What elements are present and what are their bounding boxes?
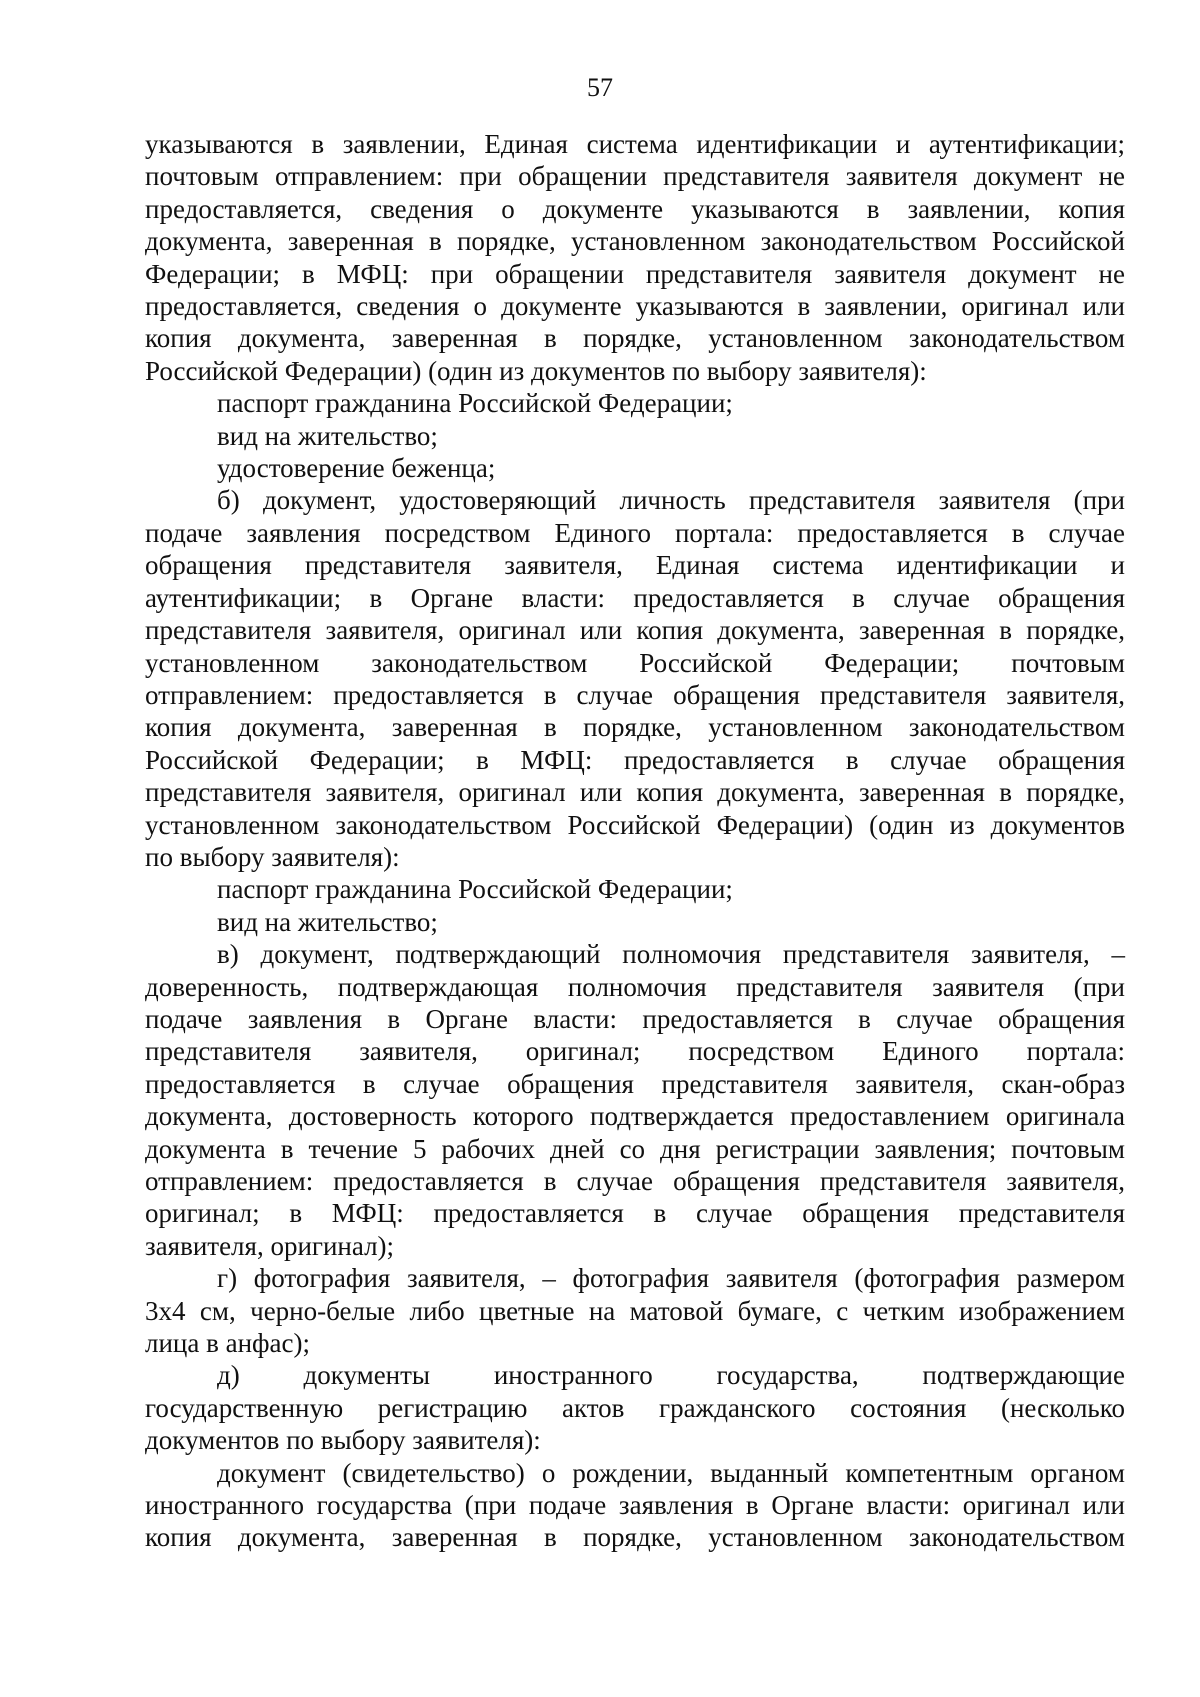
text-line: доверенность, подтверждающая полномочия представителя заявителя (при	[145, 971, 1125, 1002]
page-number: 57	[587, 73, 613, 102]
text-line: 3x4 см, черно-белые либо цветные на матовой бумаге, с четким изображением	[145, 1295, 1125, 1326]
text-line: подаче заявления посредством Единого портала: предоставляется в случае	[145, 517, 1125, 548]
text-line: копия документа, заверенная в порядке, установленном законодательством	[145, 323, 1125, 354]
text-line: заявителя, оригинал);	[145, 1230, 395, 1261]
list-item-line: удостоверение беженца;	[217, 453, 496, 484]
text-line: представителя заявителя, оригинал; посредством Единого портала:	[145, 1036, 1125, 1067]
text-line: подаче заявления в Органе власти: предоставляется в случае обращения	[145, 1003, 1125, 1034]
text-line: обращения представителя заявителя, Единая система идентификации и	[145, 550, 1125, 581]
text-line: оригинал; в МФЦ: предоставляется в случае обращения представителя	[145, 1198, 1125, 1229]
text-line: документов по выбору заявителя):	[145, 1425, 541, 1456]
text-line: представителя заявителя, оригинал или копия документа, заверенная в порядке,	[145, 615, 1125, 646]
list-item-line: паспорт гражданина Российской Федерации;	[217, 874, 733, 905]
list-item-line: паспорт гражданина Российской Федерации;	[217, 388, 733, 419]
text-line: указываются в заявлении, Единая система идентификации и аутентификации;	[145, 129, 1125, 159]
text-line: почтовым отправлением: при обращении представителя заявителя документ не	[145, 161, 1125, 192]
text-line: предоставляется в случае обращения представителя заявителя, скан-образ	[145, 1068, 1125, 1099]
text-line: по выбору заявителя):	[145, 841, 400, 872]
text-line: отправлением: предоставляется в случае обращения представителя заявителя,	[145, 1166, 1125, 1196]
text-line: документа, достоверность которого подтверждается предоставлением оригинала	[145, 1101, 1125, 1132]
text-line: Федерации; в МФЦ: при обращении представителя заявителя документ не	[145, 258, 1125, 289]
text-line: Российской Федерации; в МФЦ: предоставляется в случае обращения	[145, 744, 1125, 775]
text-line: документа в течение 5 рабочих дней со дня регистрации заявления; почтовым	[145, 1133, 1125, 1164]
text-line: предоставляется, сведения о документе указываются в заявлении, копия	[145, 193, 1125, 224]
document-body	[145, 128, 1125, 1554]
text-line: иностранного государства (при подаче заявления в Органе власти: оригинал или	[145, 1490, 1125, 1521]
text-line: г) фотография заявителя, – фотография заявителя (фотография размером	[217, 1263, 1125, 1294]
text-line: установленном законодательством Российской Федерации) (один из документов	[145, 809, 1125, 840]
text-line: лица в анфас);	[145, 1328, 310, 1359]
text-line: государственную регистрацию актов гражданского состояния (несколько	[145, 1392, 1125, 1423]
text-line: д) документы иностранного государства, подтверждающие	[217, 1360, 1125, 1391]
text-line: представителя заявителя, оригинал или копия документа, заверенная в порядке,	[145, 777, 1125, 808]
text-line: копия документа, заверенная в порядке, установленном законодательством	[145, 712, 1125, 743]
list-item-line: вид на жительство;	[217, 420, 438, 451]
text-line: копия документа, заверенная в порядке, установленном законодательством	[145, 1522, 1125, 1553]
text-line: аутентификации; в Органе власти: предоставляется в случае обращения	[145, 582, 1125, 613]
text-line: отправлением: предоставляется в случае обращения представителя заявителя,	[145, 679, 1125, 710]
text-line: документа, заверенная в порядке, установленном законодательством Российской	[145, 226, 1125, 257]
text-line: б) документ, удостоверяющий личность представителя заявителя (при	[217, 485, 1125, 516]
text-line: предоставляется, сведения о документе указываются в заявлении, оригинал или	[145, 291, 1125, 322]
text-line: документ (свидетельство) о рождении, выданный компетентным органом	[217, 1457, 1125, 1488]
text-line: установленном законодательством Российской Федерации; почтовым	[145, 647, 1125, 678]
text-line: в) документ, подтверждающий полномочия представителя заявителя, –	[217, 939, 1125, 970]
list-item-line: вид на жительство;	[217, 906, 438, 937]
text-line: Российской Федерации) (один из документов по выбору заявителя):	[145, 355, 927, 386]
